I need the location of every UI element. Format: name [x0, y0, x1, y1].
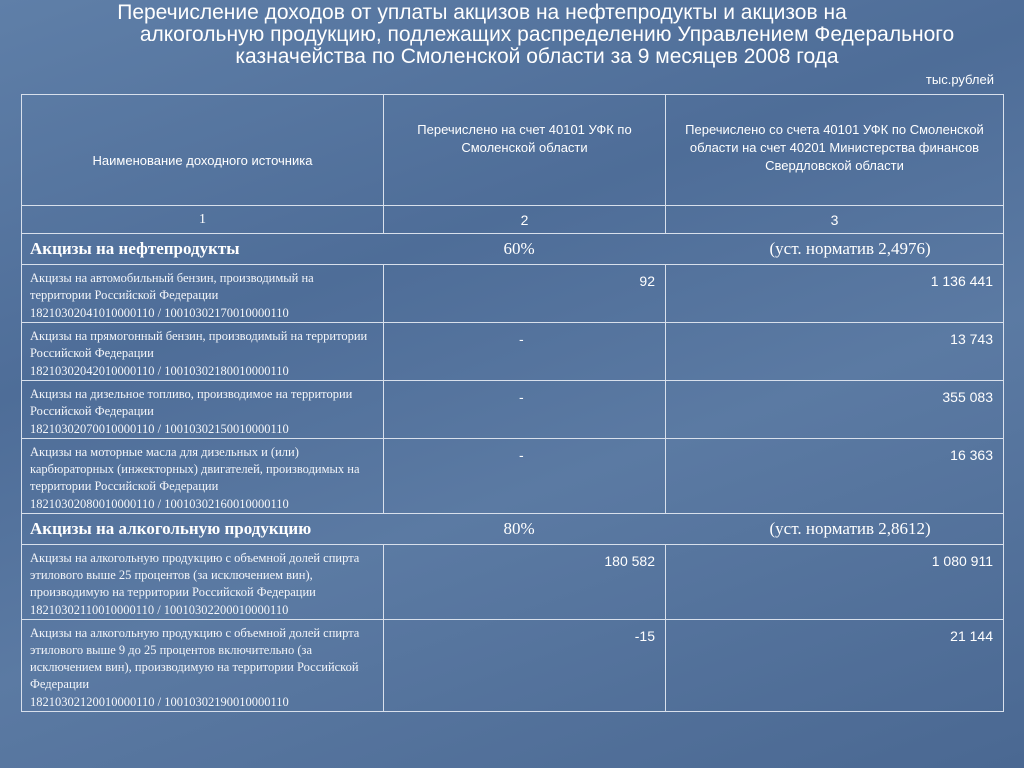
source-description: Акцизы на алкогольную продукцию с объемной долей спирта этилового выше 9 до 25 процентов включительно (за исключением вин), производимую на территории Российской Федерации: [30, 626, 360, 691]
section-normative: (уст. норматив 2,8612): [666, 514, 1004, 545]
section-name: Акцизы на алкогольную продукцию: [22, 514, 384, 545]
budget-code: 18210302080010000110 / 10010302160010000110: [30, 497, 289, 511]
section-header-row: [22, 234, 1004, 265]
budget-code: 18210302042010000110 / 10010302180010000110: [30, 364, 289, 378]
transferred-from-value: 13 743: [666, 323, 1004, 381]
table-row: [22, 265, 1004, 323]
column-number: 2: [384, 206, 666, 234]
header-row: [22, 95, 1004, 206]
budget-code: 18210302120010000110 / 10010302190010000110: [30, 695, 289, 709]
source-description: Акцизы на автомобильный бензин, производимый на территории Российской Федерации: [30, 271, 314, 302]
column-number: 1: [22, 206, 384, 234]
transferred-from-value: 1 080 911: [666, 545, 1004, 620]
title-line-3: казначейства по Смоленской области за 9 месяцев 2008 года: [235, 45, 839, 68]
revenue-table: [21, 94, 1004, 712]
header-cell: [666, 95, 1004, 206]
source-description: Акцизы на моторные масла для дизельных и (или) карбюраторных (инжекторных) двигателей, производимых на территории Российской Федерации: [30, 445, 360, 493]
source-description: Акцизы на прямогонный бензин, производимый на территории Российской Федерации: [30, 329, 368, 360]
slide-title: [0, 2, 1024, 68]
source-cell: [22, 439, 384, 514]
transferred-to-value: -15: [384, 620, 666, 712]
transferred-to-value: 92: [384, 265, 666, 323]
transferred-to-value: 180 582: [384, 545, 666, 620]
transferred-to-value: -: [384, 439, 666, 514]
unit-label: тыс.рублей: [925, 72, 994, 87]
transferred-from-value: 1 136 441: [666, 265, 1004, 323]
transferred-from-value: 16 363: [666, 439, 1004, 514]
header-source-name: Наименование доходного источника: [92, 152, 313, 168]
table-row: [22, 323, 1004, 381]
header-transferred-to: Перечислено на счет 40101 УФК по Смоленской области: [417, 122, 632, 155]
budget-code: 18210302070010000110 / 10010302150010000110: [30, 422, 289, 436]
transferred-to-value: -: [384, 381, 666, 439]
source-cell: [22, 265, 384, 323]
budget-code: 18210302110010000110 / 10010302200010000110: [30, 603, 289, 617]
section-percent: 60%: [384, 234, 666, 265]
source-description: Акцизы на алкогольную продукцию с объемной долей спирта этилового выше 25 процентов (за исключением вин), производимую на территории Российской Федерации: [30, 551, 360, 599]
table-row: [22, 381, 1004, 439]
title-line-1: Перечисление доходов от уплаты акцизов на нефтепродукты и акцизов на: [117, 1, 847, 24]
budget-code: 18210302041010000110 / 10010302170010000110: [30, 306, 289, 320]
header-cell: [22, 95, 384, 206]
transferred-from-value: 21 144: [666, 620, 1004, 712]
table-row: [22, 620, 1004, 712]
section-header-row: [22, 514, 1004, 545]
transferred-to-value: -: [384, 323, 666, 381]
source-cell: [22, 323, 384, 381]
column-number-row: [22, 206, 1004, 234]
source-cell: [22, 545, 384, 620]
source-description: Акцизы на дизельное топливо, производимое на территории Российской Федерации: [30, 387, 353, 418]
column-number: 3: [666, 206, 1004, 234]
section-name: Акцизы на нефтепродукты: [22, 234, 384, 265]
source-cell: [22, 381, 384, 439]
section-percent: 80%: [384, 514, 666, 545]
header-cell: [384, 95, 666, 206]
transferred-from-value: 355 083: [666, 381, 1004, 439]
title-line-2: алкогольную продукцию, подлежащих распределению Управлением Федерального: [139, 23, 955, 46]
source-cell: [22, 620, 384, 712]
table-row: [22, 439, 1004, 514]
header-transferred-from: Перечислено со счета 40101 УФК по Смоленской области на счет 40201 Министерства финансов Свердловской области: [685, 122, 984, 173]
table-row: [22, 545, 1004, 620]
section-normative: (уст. норматив 2,4976): [666, 234, 1004, 265]
